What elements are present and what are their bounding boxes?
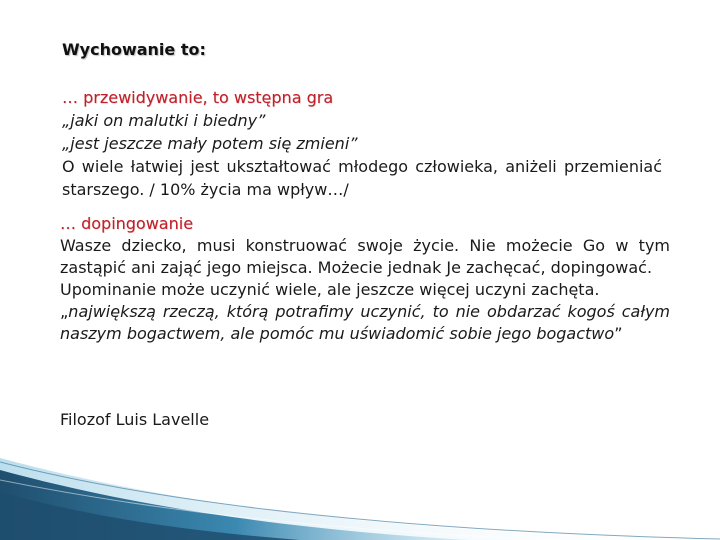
decorative-wave-graphic (0, 440, 720, 540)
paragraph-encouragement: Upominanie może uczynić wiele, ale jeszcze więcej uczyni zachęta. (60, 280, 600, 299)
section-heading-anticipation: … przewidywanie, to wstępna gra (62, 88, 334, 107)
philosopher-quote (60, 301, 670, 345)
quote-small-and-poor: „jaki on malutki i biedny” (62, 111, 266, 130)
section-anticipation (62, 86, 662, 201)
paragraph-your-child: Wasze dziecko, musi konstruować swoje życie. Nie możecie Go w tym zastąpić ani zająć jego miejsca. Możecie jednak Je zachęcać, dopingować. (60, 236, 670, 277)
quote-body: największą rzeczą, którą potrafimy uczynić, to nie obdarzać kogoś całym naszym bogactwem, ale pomóc mu uświadomić sobie jego bogactwo (60, 302, 670, 343)
quote-close-mark: ” (614, 324, 623, 343)
quote-still-small: „jest jeszcze mały potem się zmieni” (62, 134, 358, 153)
paragraph-easier-to-shape: O wiele łatwiej jest ukształtować młodego człowieka, aniżeli przemieniać starszego. / 10% życia ma wpływ…/ (62, 157, 662, 199)
slide-title: Wychowanie to: (62, 40, 206, 59)
section-heading-encouragement: … dopingowanie (60, 214, 194, 233)
quote-attribution: Filozof Luis Lavelle (60, 410, 210, 429)
quote-open-mark: „ (60, 302, 69, 321)
section-encouragement (60, 213, 670, 345)
